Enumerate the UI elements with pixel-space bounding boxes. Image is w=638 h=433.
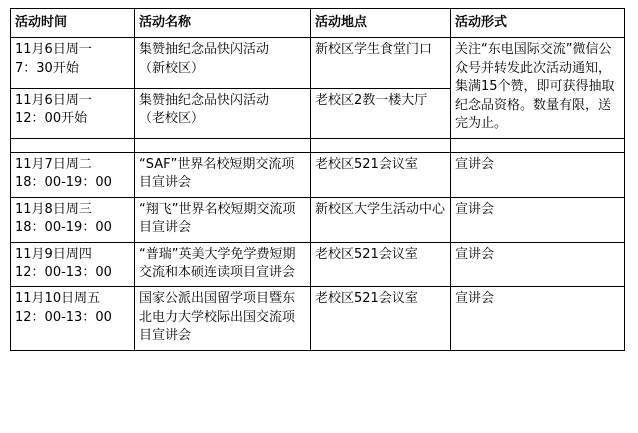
- time-line: 18：00-19：00: [15, 175, 112, 191]
- time-line: 12：00开始: [15, 111, 88, 127]
- time-line: 18：00-19：00: [15, 220, 112, 236]
- time-line: 12：00-13：00: [15, 264, 112, 280]
- name-line: “SAF”世界名校短期交流项目宣讲会: [139, 156, 295, 191]
- place-line: 老校区521会议室: [315, 291, 418, 307]
- cell-form: [451, 197, 625, 242]
- time-line: 11月10日周五: [15, 291, 101, 307]
- column-header-place: 活动地点: [311, 9, 451, 38]
- table-row: [11, 38, 625, 88]
- name-line: 国家公派出国留学项目暨东北电力大学校际出国交流项目宣讲会: [139, 291, 296, 344]
- cell-place: [311, 88, 451, 138]
- time-line: 11月6日周一: [15, 92, 92, 108]
- spacer-cell: [311, 138, 451, 152]
- cell-time: [11, 197, 135, 242]
- cell-place: [311, 197, 451, 242]
- time-line: 11月7日周二: [15, 156, 92, 172]
- cell-name: [135, 88, 311, 138]
- place-line: 新校区大学生活动中心: [315, 201, 446, 217]
- form-line: 关注“东电国际交流”微信公众号并转发此次活动通知，集满15个赞，即可获得抽取纪念品资格。数量有限，送完为止。: [455, 42, 615, 132]
- cell-name: [135, 197, 311, 242]
- cell-place: [311, 152, 451, 197]
- cell-name: [135, 38, 311, 88]
- cell-form: [451, 38, 625, 138]
- cell-name: [135, 152, 311, 197]
- form-line: 宣讲会: [455, 201, 495, 217]
- cell-name: [135, 242, 311, 287]
- cell-time: [11, 38, 135, 88]
- form-line: 宣讲会: [455, 291, 495, 307]
- name-line: “普瑞”英美大学免学费短期交流和本硕连读项目宣讲会: [139, 246, 296, 280]
- cell-form: [451, 152, 625, 197]
- name-line: “翔飞”世界名校短期交流项目宣讲会: [139, 201, 296, 236]
- schedule-sheet: [10, 8, 624, 351]
- form-line: 宣讲会: [455, 156, 495, 172]
- place-line: 新校区学生食堂门口: [315, 42, 433, 58]
- cell-place: [311, 242, 451, 287]
- table-row: [11, 152, 625, 197]
- spacer-cell: [135, 138, 311, 152]
- table-row: [11, 287, 625, 350]
- name-line: 集赞抽纪念品快闪活动: [139, 42, 270, 58]
- cell-form: [451, 242, 625, 287]
- place-line: 老校区521会议室: [315, 156, 418, 172]
- time-line: 12：00-13：00: [15, 309, 112, 325]
- name-line: 集赞抽纪念品快闪活动: [139, 92, 270, 108]
- cell-time: [11, 88, 135, 138]
- cell-time: [11, 287, 135, 350]
- column-header-form: 活动形式: [451, 9, 625, 38]
- name-line: （新校区）: [139, 60, 205, 76]
- cell-time: [11, 242, 135, 287]
- time-line: 7：30开始: [15, 60, 79, 76]
- name-line: （老校区）: [139, 111, 205, 127]
- time-line: 11月6日周一: [15, 42, 92, 58]
- cell-form: [451, 287, 625, 350]
- cell-place: [311, 38, 451, 88]
- time-line: 11月8日周三: [15, 201, 92, 217]
- spacer-cell: [11, 138, 135, 152]
- place-line: 老校区521会议室: [315, 246, 418, 262]
- form-line: 宣讲会: [455, 246, 495, 262]
- table-row: [11, 242, 625, 287]
- column-header-name: 活动名称: [135, 9, 311, 38]
- cell-time: [11, 152, 135, 197]
- spacer-cell: [451, 138, 625, 152]
- time-line: 11月9日周四: [15, 246, 92, 262]
- activity-schedule-table: [10, 8, 625, 351]
- table-header-row: [11, 9, 625, 38]
- cell-place: [311, 287, 451, 350]
- table-spacer-row: [11, 138, 625, 152]
- cell-name: [135, 287, 311, 350]
- table-row: [11, 197, 625, 242]
- column-header-time: 活动时间: [11, 9, 135, 38]
- place-line: 老校区2教一楼大厅: [315, 92, 428, 108]
